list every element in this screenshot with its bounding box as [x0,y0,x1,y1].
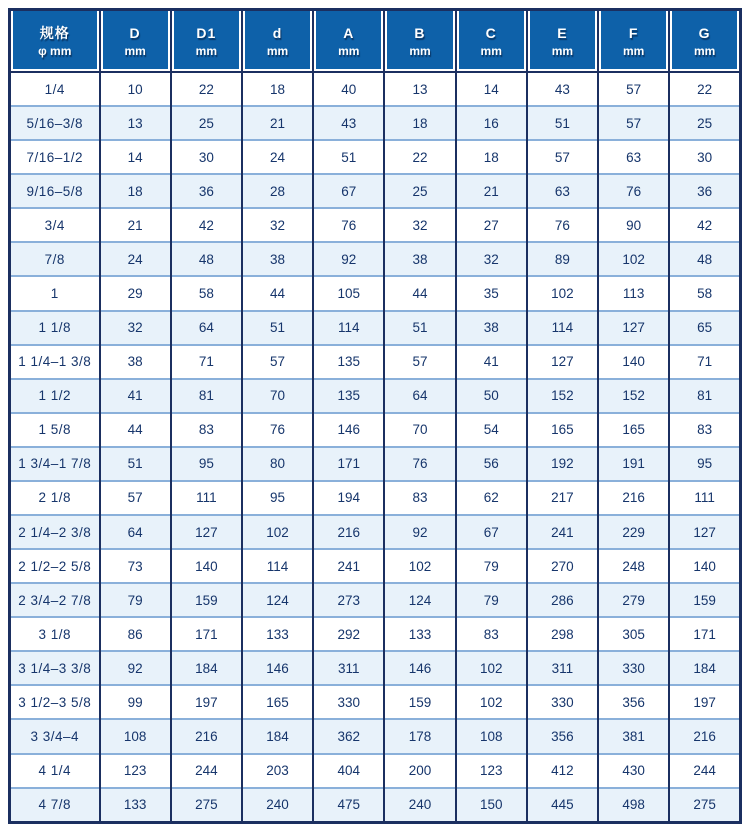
value-cell: 146 [384,651,455,685]
spec-cell: 1 5/8 [10,413,100,447]
column-label: D [129,24,141,41]
spec-cell: 3 1/2–3 5/8 [10,685,100,719]
value-cell: 192 [527,447,598,481]
value-cell: 32 [456,242,527,276]
column-unit: mm [266,43,289,58]
value-cell: 244 [171,754,242,788]
value-cell: 133 [100,788,171,823]
value-cell: 127 [669,515,740,549]
column-label: 规格 [39,24,70,41]
column-unit: mm [622,43,645,58]
value-cell: 56 [456,447,527,481]
value-cell: 102 [242,515,313,549]
table-row [10,685,741,719]
value-cell: 71 [669,345,740,379]
spec-cell: 1/4 [10,72,100,106]
table-row [10,140,741,174]
column-unit: mm [124,43,146,58]
value-cell: 216 [669,719,740,753]
value-cell: 165 [527,413,598,447]
column-header-A [313,10,384,73]
header-row [10,10,741,73]
value-cell: 111 [669,481,740,515]
value-cell: 57 [598,106,669,140]
column-header-C [456,10,527,73]
value-cell: 430 [598,754,669,788]
value-cell: 41 [100,379,171,413]
column-unit: mm [409,43,431,58]
value-cell: 10 [100,72,171,106]
value-cell: 197 [171,685,242,719]
value-cell: 152 [598,379,669,413]
value-cell: 286 [527,583,598,617]
value-cell: 99 [100,685,171,719]
value-cell: 35 [456,276,527,310]
value-cell: 146 [242,651,313,685]
value-cell: 80 [242,447,313,481]
value-cell: 38 [456,311,527,345]
value-cell: 194 [313,481,384,515]
value-cell: 57 [100,481,171,515]
value-cell: 83 [171,413,242,447]
value-cell: 381 [598,719,669,753]
value-cell: 64 [171,311,242,345]
value-cell: 32 [242,208,313,242]
value-cell: 83 [456,617,527,651]
value-cell: 76 [598,174,669,208]
value-cell: 43 [313,106,384,140]
value-cell: 51 [313,140,384,174]
value-cell: 124 [384,583,455,617]
value-cell: 81 [669,379,740,413]
value-cell: 25 [171,106,242,140]
value-cell: 63 [598,140,669,174]
value-cell: 81 [171,379,242,413]
value-cell: 171 [669,617,740,651]
value-cell: 92 [100,651,171,685]
value-cell: 21 [100,208,171,242]
value-cell: 135 [313,379,384,413]
column-unit: mm [551,43,574,58]
value-cell: 25 [669,106,740,140]
column-label: G [698,24,711,41]
value-cell: 79 [100,583,171,617]
value-cell: 22 [171,72,242,106]
value-cell: 25 [384,174,455,208]
value-cell: 152 [527,379,598,413]
value-cell: 248 [598,549,669,583]
column-label: B [414,24,426,41]
value-cell: 62 [456,481,527,515]
value-cell: 140 [598,345,669,379]
value-cell: 127 [598,311,669,345]
value-cell: 42 [669,208,740,242]
value-cell: 140 [669,549,740,583]
value-cell: 41 [456,345,527,379]
value-cell: 24 [242,140,313,174]
value-cell: 127 [171,515,242,549]
spec-table-frame [8,8,742,824]
column-unit: mm [693,43,716,58]
value-cell: 171 [313,447,384,481]
value-cell: 44 [384,276,455,310]
table-row [10,106,741,140]
value-cell: 475 [313,788,384,823]
spec-cell: 4 1/4 [10,754,100,788]
value-cell: 51 [100,447,171,481]
value-cell: 140 [171,549,242,583]
value-cell: 16 [456,106,527,140]
value-cell: 113 [598,276,669,310]
value-cell: 51 [384,311,455,345]
value-cell: 44 [242,276,313,310]
table-row [10,651,741,685]
column-label: d [272,24,283,41]
value-cell: 216 [598,481,669,515]
value-cell: 18 [384,106,455,140]
table-row [10,788,741,823]
value-cell: 404 [313,754,384,788]
spec-cell: 1 1/2 [10,379,100,413]
table-row [10,311,741,345]
value-cell: 127 [527,345,598,379]
value-cell: 330 [598,651,669,685]
table-row [10,413,741,447]
value-cell: 57 [527,140,598,174]
value-cell: 111 [171,481,242,515]
value-cell: 76 [384,447,455,481]
table-row [10,515,741,549]
table-body [10,72,741,823]
table-row [10,242,741,276]
spec-cell: 3 1/8 [10,617,100,651]
value-cell: 200 [384,754,455,788]
value-cell: 159 [384,685,455,719]
value-cell: 57 [384,345,455,379]
column-label: D1 [196,24,217,41]
value-cell: 30 [669,140,740,174]
value-cell: 83 [669,413,740,447]
value-cell: 43 [527,72,598,106]
value-cell: 48 [669,242,740,276]
value-cell: 64 [100,515,171,549]
value-cell: 216 [171,719,242,753]
value-cell: 22 [384,140,455,174]
value-cell: 445 [527,788,598,823]
value-cell: 124 [242,583,313,617]
value-cell: 50 [456,379,527,413]
value-cell: 275 [669,788,740,823]
value-cell: 292 [313,617,384,651]
table-row [10,549,741,583]
value-cell: 90 [598,208,669,242]
value-cell: 89 [527,242,598,276]
value-cell: 203 [242,754,313,788]
value-cell: 240 [384,788,455,823]
column-label: A [343,24,355,41]
value-cell: 14 [100,140,171,174]
column-header-D [100,10,171,73]
value-cell: 67 [313,174,384,208]
value-cell: 311 [527,651,598,685]
value-cell: 40 [313,72,384,106]
table-row [10,583,741,617]
value-cell: 229 [598,515,669,549]
value-cell: 178 [384,719,455,753]
value-cell: 38 [100,345,171,379]
column-label: C [485,24,497,41]
table-row [10,719,741,753]
value-cell: 71 [171,345,242,379]
value-cell: 133 [242,617,313,651]
value-cell: 123 [456,754,527,788]
value-cell: 244 [669,754,740,788]
value-cell: 275 [171,788,242,823]
value-cell: 165 [242,685,313,719]
column-label: E [557,24,568,41]
value-cell: 22 [669,72,740,106]
value-cell: 64 [384,379,455,413]
value-cell: 38 [242,242,313,276]
value-cell: 102 [598,242,669,276]
value-cell: 42 [171,208,242,242]
value-cell: 30 [171,140,242,174]
value-cell: 102 [456,685,527,719]
value-cell: 18 [456,140,527,174]
value-cell: 102 [384,549,455,583]
value-cell: 191 [598,447,669,481]
value-cell: 133 [384,617,455,651]
spec-cell: 1 1/4–1 3/8 [10,345,100,379]
value-cell: 273 [313,583,384,617]
value-cell: 498 [598,788,669,823]
value-cell: 197 [669,685,740,719]
value-cell: 18 [242,72,313,106]
table-row [10,345,741,379]
column-unit: φ mm [38,43,72,58]
value-cell: 184 [171,651,242,685]
value-cell: 114 [313,311,384,345]
spec-cell: 7/8 [10,242,100,276]
spec-cell: 5/16–3/8 [10,106,100,140]
value-cell: 298 [527,617,598,651]
value-cell: 36 [171,174,242,208]
value-cell: 216 [313,515,384,549]
value-cell: 135 [313,345,384,379]
value-cell: 356 [598,685,669,719]
spec-cell: 4 7/8 [10,788,100,823]
value-cell: 114 [527,311,598,345]
spec-cell: 3/4 [10,208,100,242]
spec-cell: 1 [10,276,100,310]
value-cell: 123 [100,754,171,788]
value-cell: 79 [456,549,527,583]
value-cell: 95 [669,447,740,481]
value-cell: 412 [527,754,598,788]
table-row [10,72,741,106]
spec-cell: 1 3/4–1 7/8 [10,447,100,481]
dimension-spec-table [8,8,742,824]
value-cell: 28 [242,174,313,208]
value-cell: 13 [100,106,171,140]
value-cell: 67 [456,515,527,549]
column-header-F [598,10,669,73]
table-head [10,10,741,73]
spec-cell: 2 1/2–2 5/8 [10,549,100,583]
table-row [10,174,741,208]
value-cell: 48 [171,242,242,276]
table-row [10,617,741,651]
column-header-B [384,10,455,73]
value-cell: 27 [456,208,527,242]
column-header-D1 [171,10,242,73]
column-unit: mm [195,43,217,58]
table-row [10,754,741,788]
value-cell: 79 [456,583,527,617]
spec-cell: 9/16–5/8 [10,174,100,208]
column-header-G [669,10,740,73]
value-cell: 330 [527,685,598,719]
column-label: F [628,24,639,41]
value-cell: 240 [242,788,313,823]
value-cell: 95 [171,447,242,481]
value-cell: 83 [384,481,455,515]
column-header-E [527,10,598,73]
spec-cell: 1 1/8 [10,311,100,345]
value-cell: 58 [669,276,740,310]
value-cell: 102 [527,276,598,310]
value-cell: 58 [171,276,242,310]
value-cell: 14 [456,72,527,106]
value-cell: 92 [384,515,455,549]
value-cell: 70 [242,379,313,413]
value-cell: 305 [598,617,669,651]
column-unit: mm [338,43,360,58]
value-cell: 159 [669,583,740,617]
value-cell: 13 [384,72,455,106]
value-cell: 270 [527,549,598,583]
spec-cell: 7/16–1/2 [10,140,100,174]
value-cell: 184 [242,719,313,753]
value-cell: 65 [669,311,740,345]
value-cell: 95 [242,481,313,515]
value-cell: 18 [100,174,171,208]
value-cell: 146 [313,413,384,447]
value-cell: 159 [171,583,242,617]
value-cell: 24 [100,242,171,276]
column-unit: mm [480,43,502,58]
value-cell: 51 [527,106,598,140]
table-row [10,276,741,310]
table-row [10,481,741,515]
value-cell: 311 [313,651,384,685]
value-cell: 150 [456,788,527,823]
table-row [10,379,741,413]
value-cell: 29 [100,276,171,310]
value-cell: 51 [242,311,313,345]
value-cell: 165 [598,413,669,447]
spec-cell: 3 3/4–4 [10,719,100,753]
value-cell: 86 [100,617,171,651]
value-cell: 217 [527,481,598,515]
value-cell: 241 [527,515,598,549]
value-cell: 73 [100,549,171,583]
value-cell: 76 [313,208,384,242]
value-cell: 21 [456,174,527,208]
value-cell: 38 [384,242,455,276]
table-row [10,208,741,242]
spec-cell: 2 1/4–2 3/8 [10,515,100,549]
value-cell: 21 [242,106,313,140]
table-row [10,447,741,481]
spec-cell: 3 1/4–3 3/8 [10,651,100,685]
value-cell: 279 [598,583,669,617]
value-cell: 184 [669,651,740,685]
value-cell: 70 [384,413,455,447]
spec-cell: 2 1/8 [10,481,100,515]
spec-cell: 2 3/4–2 7/8 [10,583,100,617]
value-cell: 105 [313,276,384,310]
value-cell: 171 [171,617,242,651]
value-cell: 63 [527,174,598,208]
value-cell: 241 [313,549,384,583]
value-cell: 108 [456,719,527,753]
value-cell: 114 [242,549,313,583]
value-cell: 356 [527,719,598,753]
value-cell: 92 [313,242,384,276]
value-cell: 76 [242,413,313,447]
value-cell: 54 [456,413,527,447]
value-cell: 362 [313,719,384,753]
value-cell: 57 [598,72,669,106]
column-header-规格 [10,10,100,73]
value-cell: 330 [313,685,384,719]
value-cell: 76 [527,208,598,242]
value-cell: 32 [384,208,455,242]
value-cell: 44 [100,413,171,447]
value-cell: 32 [100,311,171,345]
value-cell: 108 [100,719,171,753]
column-header-d [242,10,313,73]
value-cell: 36 [669,174,740,208]
value-cell: 57 [242,345,313,379]
value-cell: 102 [456,651,527,685]
